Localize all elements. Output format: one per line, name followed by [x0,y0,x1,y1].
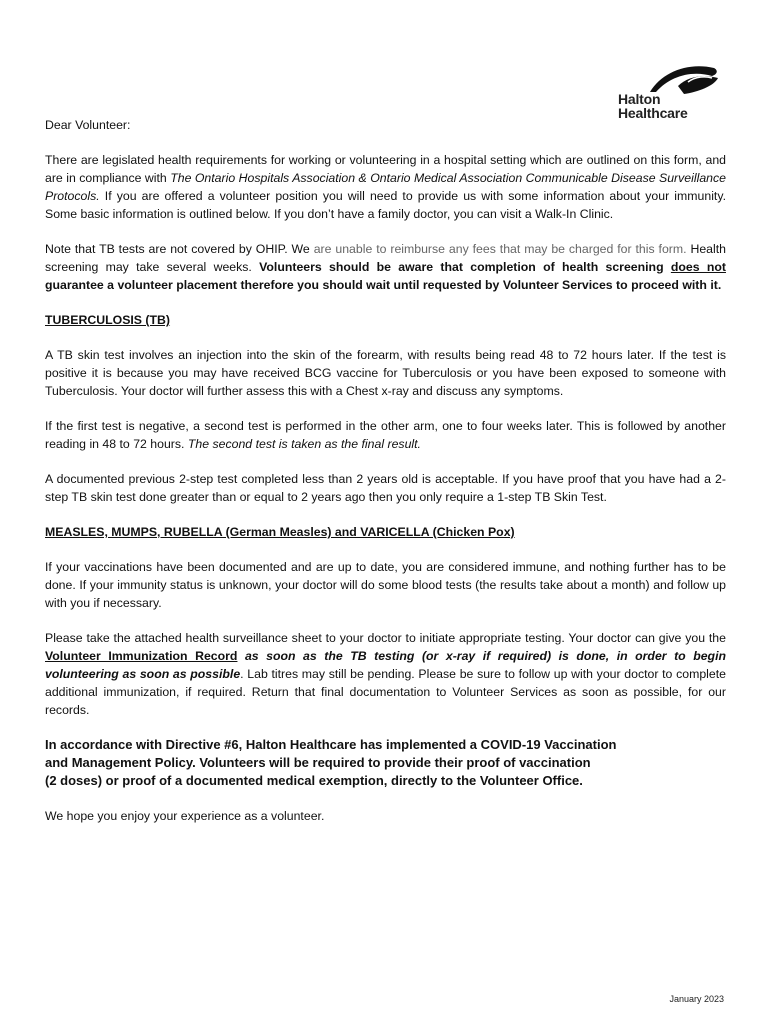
covid-line-2: and Management Policy. Volunteers will be required to provide their proof of vaccination [45,755,591,770]
intro-text: There are legislated health requirements for working or volunteering in a hospital setting which are outlined on this form, and are in compliance with [45,153,726,185]
footer-date: January 2023 [669,994,724,1004]
note-paragraph [45,240,726,294]
letter-body [45,116,726,842]
intro-text-2: If you are offered a volunteer position you will need to provide us with some information about your immunity. Some basic information is outlined below. If you don’t have a family doctor, you can visit a Walk-In Clinic. [45,189,726,221]
protocol-reference: The Ontario Hospitals Association & Ontario Medical Association Communicable Disease Surveillance Protocols. [45,171,726,203]
mmr-followup: . Lab titres may still be pending. Please be sure to follow up with your doctor to complete additional immunization, if required. Return that final documentation to Volunteer Services as soon as possible, for our records. [45,667,726,717]
mmr-instruction: Please take the attached health surveillance sheet to your doctor to initiate appropriate testing. Your doctor can give you the [45,631,726,645]
greeting: Dear Volunteer: [45,118,131,132]
intro-paragraph [45,151,726,223]
tb-paragraph-1: A TB skin test involves an injection into the skin of the forearm, with results being read 48 to 72 hours later. If the test is positive it is because you may have received BCG vaccine for Tuberculosis or you have been exposed to someone with Tuberculosis. Your doctor will further assess this with a Chest x-ray and discuss any symptoms. [45,348,726,398]
mmr-heading: MEASLES, MUMPS, RUBELLA (German Measles) and VARICELLA (Chicken Pox) [45,525,515,539]
tb-paragraph-3: A documented previous 2-step test completed less than 2 years old is acceptable. If you have proof that you have had a 2-step TB skin test done greater than or equal to 2 years ago then you only require a 1-step TB Skin Test. [45,472,726,504]
logo-line2: Healthcare [618,105,688,121]
covid-line-3: (2 doses) or proof of a documented medical exemption, directly to the Volunteer Office. [45,773,583,788]
tb-final-result: The second test is taken as the final result. [187,437,421,451]
mmr-paragraph-2 [45,629,726,719]
tb-heading: TUBERCULOSIS (TB) [45,313,171,327]
mmr-paragraph-1: If your vaccinations have been documented and are up to date, you are considered immune, and nothing further has to be done. If your immunity status is unknown, your doctor will do some blood tests (the results take about a month) and follow up with you if necessary. [45,560,726,610]
logo-line1: Halton [618,91,661,107]
screening-time-text: Health screening may take several weeks. [45,242,726,274]
volunteer-warning-2: guarantee a volunteer placement therefore you should wait until requested by Volunteer Services to proceed with it. [45,278,722,292]
does-not-emphasis: does not [670,260,726,274]
begin-volunteering: as soon as the TB testing (or x-ray if required) is done, in order to begin volunteering as soon as possible [45,649,726,681]
covid-line-1: In accordance with Directive #6, Halton Healthcare has implemented a COVID-19 Vaccination [45,737,617,752]
volunteer-warning: Volunteers should be aware that completion of health screening [259,260,671,274]
covid-notice [45,736,726,790]
tb-paragraph-2 [45,417,726,453]
tb-second-test: If the first test is negative, a second test is performed in the other arm, one to four weeks later. This is followed by another reading in 48 to 72 hours. [45,419,726,451]
closing: We hope you enjoy your experience as a volunteer. [45,809,325,823]
reimburse-text: are unable to reimburse any fees that may be charged for this form. [313,242,687,256]
note-text: Note that TB tests are not covered by OHIP. We [45,242,314,256]
immunization-record: Volunteer Immunization Record [45,649,238,663]
